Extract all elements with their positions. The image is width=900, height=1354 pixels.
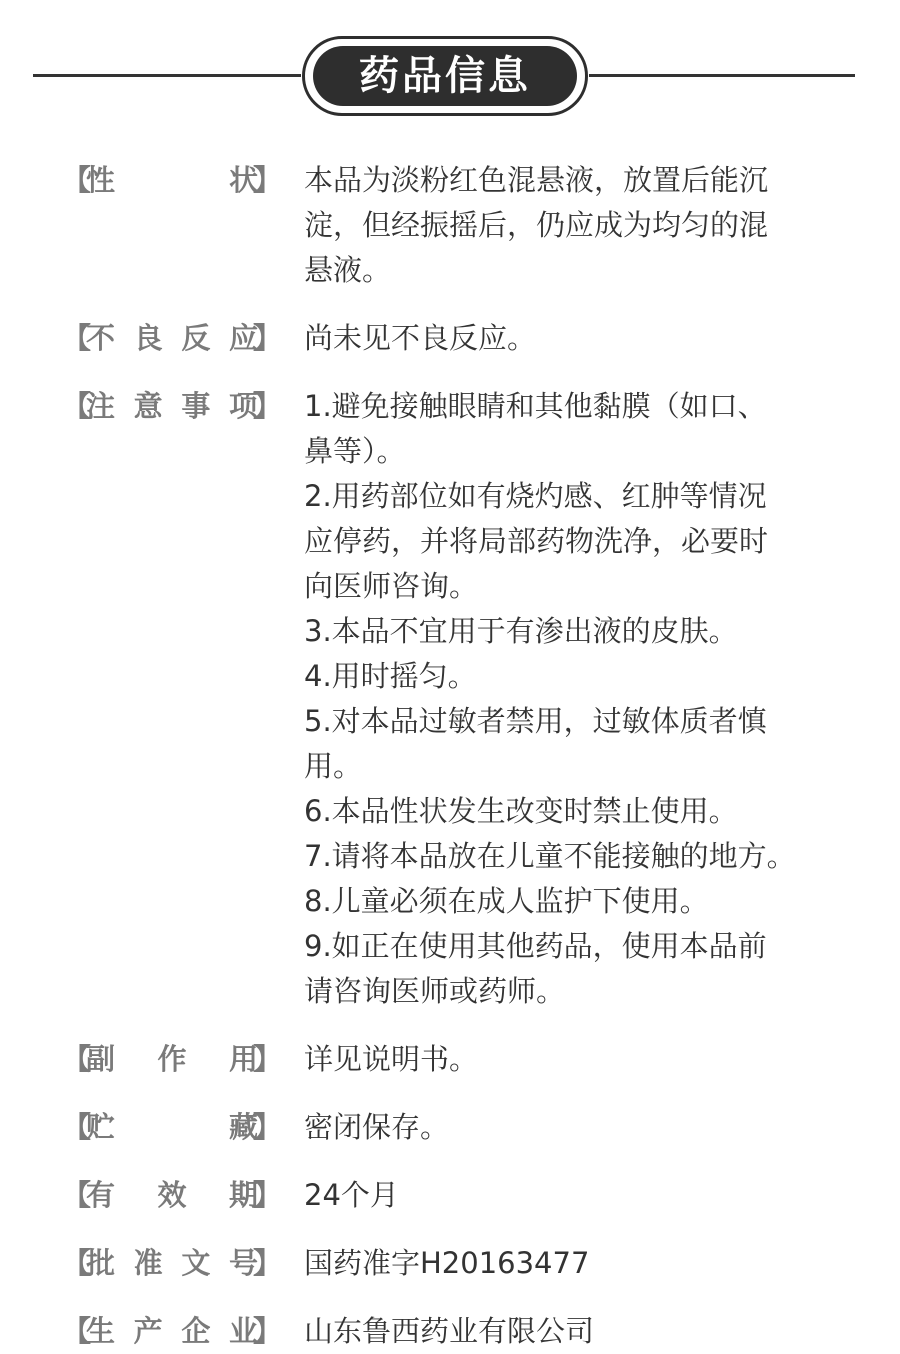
label-char: 项 — [228, 389, 258, 423]
label-char: 意 — [133, 389, 163, 423]
label-char: 企 — [181, 1314, 211, 1348]
label-char: 状 — [228, 163, 258, 197]
info-label: 【 有 效 期 】 — [62, 1173, 282, 1218]
info-row-side-effects — [0, 1037, 900, 1082]
label-char: 用 — [228, 1042, 258, 1076]
info-label: 【 贮 藏 】 — [62, 1105, 282, 1150]
value-line: 向医师咨询。 — [304, 569, 479, 603]
info-value — [304, 1173, 814, 1218]
value-line: 2.用药部位如有烧灼感、红肿等情况 — [304, 479, 767, 513]
value-line: 请咨询医师或药师。 — [304, 974, 566, 1008]
value-line: 国药准字H20163477 — [304, 1246, 590, 1280]
label-char: 副 — [86, 1042, 116, 1076]
value-line: 应停药，并将局部药物洗净，必要时 — [304, 524, 769, 558]
info-value — [304, 1309, 814, 1354]
value-line: 24个月 — [304, 1178, 399, 1212]
info-label: 【 生 产 企 业 】 — [62, 1309, 282, 1354]
label-char: 性 — [86, 163, 116, 197]
info-row-manufacturer — [0, 1309, 900, 1354]
title-badge — [302, 36, 588, 116]
info-value — [304, 1037, 814, 1082]
label-char: 有 — [86, 1178, 116, 1212]
label-char: 贮 — [86, 1110, 116, 1144]
info-value — [304, 158, 814, 293]
info-label: 【 注 意 事 项 】 — [62, 384, 282, 429]
label-char: 生 — [86, 1314, 116, 1348]
value-line: 3.本品不宜用于有渗出液的皮肤。 — [304, 614, 738, 648]
info-row-adverse-reactions — [0, 316, 900, 361]
value-line: 1.避免接触眼睛和其他黏膜（如口、 — [304, 389, 767, 423]
info-label: 【 批 准 文 号 】 — [62, 1241, 282, 1286]
value-line: 本品为淡粉红色混悬液，放置后能沉 — [304, 163, 769, 197]
value-line: 密闭保存。 — [304, 1110, 450, 1144]
value-line: 详见说明书。 — [304, 1042, 479, 1076]
info-row-storage — [0, 1105, 900, 1150]
info-value — [304, 1105, 814, 1150]
value-line: 9.如正在使用其他药品，使用本品前 — [304, 929, 767, 963]
section-title: 药品信息 — [313, 46, 577, 106]
label-char: 准 — [133, 1246, 163, 1280]
label-char: 良 — [133, 321, 163, 355]
label-char: 反 — [181, 321, 211, 355]
label-char: 业 — [228, 1314, 258, 1348]
info-value — [304, 384, 814, 1014]
label-char: 文 — [181, 1246, 211, 1280]
info-label: 【 不 良 反 应 】 — [62, 316, 282, 361]
info-row-approval-number — [0, 1241, 900, 1286]
header-divider-right — [589, 74, 855, 77]
info-row-appearance — [0, 158, 900, 293]
info-value — [304, 316, 814, 361]
label-char: 事 — [181, 389, 211, 423]
header-divider-left — [33, 74, 301, 77]
label-char: 应 — [228, 321, 258, 355]
value-line: 尚未见不良反应。 — [304, 321, 537, 355]
value-line: 悬液。 — [304, 253, 392, 287]
label-char: 期 — [228, 1178, 258, 1212]
label-char: 批 — [86, 1246, 116, 1280]
label-char: 效 — [157, 1178, 187, 1212]
drug-info-list — [0, 158, 900, 1354]
value-line: 4.用时摇匀。 — [304, 659, 477, 693]
section-header — [0, 36, 900, 116]
info-row-validity — [0, 1173, 900, 1218]
value-line: 8.儿童必须在成人监护下使用。 — [304, 884, 709, 918]
info-row-precautions — [0, 384, 900, 1014]
label-char: 不 — [86, 321, 116, 355]
value-line: 鼻等）。 — [304, 434, 406, 468]
value-line: 5.对本品过敏者禁用，过敏体质者慎 — [304, 704, 767, 738]
info-label: 【 副 作 用 】 — [62, 1037, 282, 1082]
label-char: 注 — [86, 389, 116, 423]
value-line: 6.本品性状发生改变时禁止使用。 — [304, 794, 738, 828]
info-label: 【 性 状 】 — [62, 158, 282, 203]
info-value — [304, 1241, 814, 1286]
label-char: 号 — [228, 1246, 258, 1280]
label-char: 藏 — [228, 1110, 258, 1144]
value-line: 7.请将本品放在儿童不能接触的地方。 — [304, 839, 796, 873]
label-char: 作 — [157, 1042, 187, 1076]
value-line: 山东鲁西药业有限公司 — [304, 1314, 595, 1348]
value-line: 淀，但经振摇后，仍应成为均匀的混 — [304, 208, 769, 242]
label-char: 产 — [133, 1314, 163, 1348]
value-line: 用。 — [304, 749, 363, 783]
